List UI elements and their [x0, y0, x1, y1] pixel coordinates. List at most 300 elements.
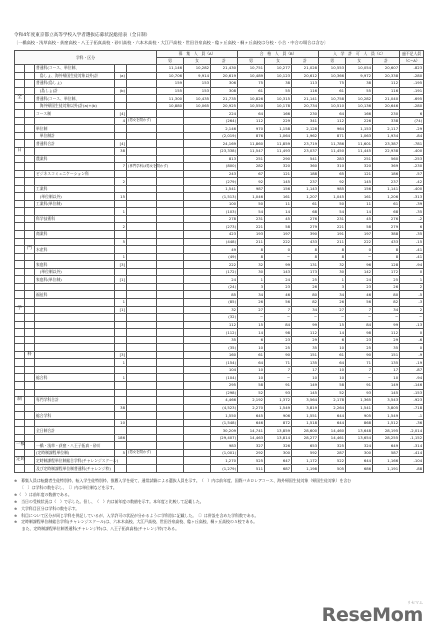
value-cell: (23,338) — [211, 148, 238, 156]
course-category-label — [15, 155, 25, 163]
value-cell: 26 — [319, 298, 346, 306]
row-note — [127, 246, 157, 254]
value-cell: 1,365 — [346, 397, 373, 405]
subject-label — [35, 381, 115, 389]
value-cell: 1,046 — [238, 193, 265, 201]
course-category-label — [15, 389, 25, 397]
course-category-label — [15, 110, 25, 118]
value-cell: 112 — [211, 321, 238, 329]
value-cell — [157, 223, 184, 231]
value-cell: 193 — [238, 231, 265, 239]
subject-category-label — [25, 87, 35, 95]
value-cell: 188 — [292, 170, 319, 178]
value-cell — [184, 155, 211, 163]
subject-category-label — [25, 253, 35, 261]
value-cell: 197 — [265, 231, 292, 239]
subject-category-label — [25, 397, 35, 405]
course-category-label — [15, 344, 25, 352]
value-cell: 45 — [265, 215, 292, 223]
school-count: 38 — [115, 404, 127, 412]
value-cell: 50 — [238, 200, 265, 208]
value-cell: 10,880 — [157, 102, 184, 110]
value-cell — [184, 336, 211, 344]
subject-label: 単位制計 — [35, 132, 115, 140]
row-note — [127, 80, 157, 88]
subject-category-label — [25, 208, 35, 216]
value-cell: 6 — [400, 110, 424, 118]
school-count: [3] — [115, 261, 127, 269]
school-count — [115, 65, 127, 73]
value-cell: (74) — [400, 117, 424, 125]
value-cell: 92 — [319, 178, 346, 186]
value-cell: 0 — [400, 268, 424, 276]
subject-category-label — [25, 464, 35, 472]
value-cell: -15 — [400, 238, 424, 246]
value-cell: 14 — [238, 329, 265, 337]
value-cell: 222 — [346, 238, 373, 246]
value-cell: 34 — [319, 291, 346, 299]
footnote-line: ※ 大学科目区分は学科の数を示す。 — [14, 505, 80, 511]
value-cell: 560 — [373, 155, 400, 163]
school-count: 1 — [115, 253, 127, 261]
value-cell: 1,934 — [373, 132, 400, 140]
value-cell: 34 — [373, 306, 400, 314]
subject-label — [35, 336, 115, 344]
document-subtitle: 〔一橋高校・浅草高校・荻窪高校・八王子拓真高校・砂川高校・六本木高校・大江戸高校・世田谷泉高校・稔ヶ丘高校・桐ヶ丘高校は分校・小合・中合の場合は含む〕 — [14, 40, 329, 45]
course-category-label — [15, 163, 25, 171]
subject-category-label — [25, 276, 35, 284]
value-cell: 388 — [373, 231, 400, 239]
course-category-label: 一橋 — [15, 442, 25, 450]
course-category-label — [15, 298, 25, 306]
value-cell: 161 — [346, 193, 373, 201]
table-row — [15, 276, 424, 284]
value-cell — [157, 366, 184, 374]
course-category-label — [15, 140, 25, 148]
row-note — [127, 404, 157, 412]
value-cell — [184, 397, 211, 405]
value-cell: 29 — [373, 336, 400, 344]
value-cell: -88 — [400, 464, 424, 472]
value-cell: 71 — [265, 359, 292, 367]
value-cell — [157, 298, 184, 306]
value-cell: 8 — [292, 246, 319, 254]
course-category-label — [15, 449, 25, 457]
table-row — [15, 389, 424, 397]
value-cell: -195 — [400, 80, 424, 88]
header-total: 計 — [373, 58, 400, 65]
subject-label: 全日制合計 — [35, 427, 115, 435]
value-cell: 3,543 — [373, 397, 400, 405]
school-count: [1] — [115, 276, 127, 284]
table-row — [15, 366, 424, 374]
value-cell: 121 — [265, 170, 292, 178]
subject-category-label — [25, 231, 35, 239]
subject-category-label — [25, 366, 35, 374]
value-cell: 2,264 — [319, 404, 346, 412]
value-cell: 13,648 — [346, 427, 373, 435]
value-cell: 23 — [346, 336, 373, 344]
row-note — [127, 374, 157, 382]
value-cell: 287 — [319, 449, 346, 457]
value-cell: -35 — [400, 208, 424, 216]
value-cell: 251 — [238, 155, 265, 163]
row-note — [127, 427, 157, 435]
value-cell: 49 — [211, 246, 238, 254]
row-note — [127, 464, 157, 472]
header-female: 女 — [346, 58, 373, 65]
table-row — [15, 231, 424, 239]
value-cell: 1,541 — [346, 404, 373, 412]
value-cell: 55 — [265, 87, 292, 95]
value-cell: 0 — [265, 246, 292, 254]
value-cell — [184, 231, 211, 239]
school-count: 2 — [115, 178, 127, 186]
subject-label: 及び定時制課程単位制普通科(チャレンジ枠) — [35, 464, 115, 472]
value-cell — [157, 404, 184, 412]
value-cell — [157, 389, 184, 397]
subject-label: 商業科 — [35, 231, 115, 239]
row-note — [127, 298, 157, 306]
value-cell: 871 — [319, 132, 346, 140]
value-cell: 17 — [373, 366, 400, 374]
value-cell: 0 — [400, 344, 424, 352]
subject-category-label — [25, 404, 35, 412]
header-category: 学科・区分 — [15, 51, 157, 65]
row-note — [127, 223, 157, 231]
value-cell: 116 — [373, 87, 400, 95]
resemom-logo: ReseMom — [321, 604, 423, 626]
value-cell: 54 — [238, 208, 265, 216]
value-cell: -153 — [400, 389, 424, 397]
value-cell: 38 — [346, 80, 373, 88]
table-row — [15, 359, 424, 367]
row-note — [127, 215, 157, 223]
value-cell: 173 — [292, 268, 319, 276]
value-cell: 11,300 — [157, 95, 184, 103]
header-diff: 過不足人員 — [400, 51, 424, 58]
value-cell: 75 — [238, 80, 265, 88]
row-note: (男女を問わず) — [127, 117, 157, 125]
course-category-label — [15, 193, 25, 201]
value-cell — [184, 419, 211, 427]
value-cell: 61 — [373, 200, 400, 208]
document-title: 令和4年度東京都立高等学校入学者選抜応募状況総括表（全日制） — [14, 33, 151, 38]
table-row — [15, 238, 424, 246]
value-cell: 4,466 — [211, 397, 238, 405]
value-cell: (800) — [211, 163, 238, 171]
row-note — [127, 102, 157, 110]
value-cell: 1,198 — [292, 464, 319, 472]
value-cell: 1,063 — [346, 132, 373, 140]
value-cell — [157, 185, 184, 193]
value-cell — [157, 336, 184, 344]
value-cell: 8 — [373, 246, 400, 254]
value-cell: − — [319, 314, 346, 322]
value-cell: 21,028 — [292, 65, 319, 73]
row-note — [127, 148, 157, 156]
value-cell: -230 — [400, 163, 424, 171]
table-row — [15, 434, 424, 442]
course-category-label — [15, 412, 25, 420]
subject-category-label — [25, 110, 35, 118]
value-cell — [157, 261, 184, 269]
header-boshu: 募 集 人 員（A） — [157, 51, 238, 58]
school-count — [115, 170, 127, 178]
value-cell: 645 — [238, 412, 265, 420]
value-cell: 45 — [346, 215, 373, 223]
footnote-line: ※ 募集人員は転勤者生徒特別枠、転入学生徒特別枠、推薦入学を経て、通常試験による選抜人員を示す。（ ）内は前年度、国際バカロレアコース、海外帰国生徒対象（帰国生徒対象）を含む — [14, 478, 352, 483]
course-category-label — [15, 223, 25, 231]
subject-label — [35, 148, 115, 156]
header-nyugaku: 入 学 許 可 人 員（C） — [319, 51, 400, 58]
table-row — [15, 449, 424, 457]
value-cell — [184, 434, 211, 442]
value-cell: 93 — [346, 389, 373, 397]
school-count: 5 — [115, 449, 127, 457]
course-category-label — [15, 253, 25, 261]
course-category-label — [15, 321, 25, 329]
row-note — [127, 87, 157, 95]
value-cell: 64 — [238, 359, 265, 367]
value-cell — [157, 238, 184, 246]
value-cell: 905 — [346, 412, 373, 420]
value-cell: 320 — [346, 163, 373, 171]
value-cell: (1,001) — [211, 449, 238, 457]
value-cell: 237 — [373, 178, 400, 186]
value-cell: 1,166 — [373, 457, 400, 465]
value-cell: 8 — [319, 253, 346, 261]
value-cell: − — [265, 374, 292, 382]
value-cell: 644 — [346, 457, 373, 465]
subject-label — [35, 178, 115, 186]
table-row — [15, 321, 424, 329]
value-cell: 64 — [319, 359, 346, 367]
value-cell — [184, 246, 211, 254]
subject-label: 科学技術科 — [35, 215, 115, 223]
value-cell: 25 — [373, 276, 400, 284]
value-cell: 90 — [265, 351, 292, 359]
value-cell: 61 — [319, 87, 346, 95]
header-male: 男 — [157, 58, 184, 65]
value-cell: 112 — [373, 329, 400, 337]
value-cell: 82 — [292, 298, 319, 306]
value-cell: 325 — [319, 442, 346, 450]
table-row — [15, 80, 424, 88]
value-cell: -87 — [400, 366, 424, 374]
value-cell — [157, 434, 184, 442]
value-cell: (1,548) — [211, 419, 238, 427]
value-cell: 226 — [346, 117, 373, 125]
school-count — [115, 200, 127, 208]
table-row — [15, 110, 424, 118]
value-cell: 8 — [319, 246, 346, 254]
subject-category-label — [25, 457, 35, 465]
row-note — [127, 412, 157, 420]
course-category-label — [15, 215, 25, 223]
value-cell — [184, 215, 211, 223]
value-cell: 20,734 — [292, 102, 319, 110]
value-cell: 8 — [238, 246, 265, 254]
value-cell: 813 — [211, 155, 238, 163]
value-cell: 172 — [373, 268, 400, 276]
value-cell: 64 — [319, 110, 346, 118]
course-category-label — [15, 261, 25, 269]
row-note — [127, 336, 157, 344]
subject-category-label — [25, 359, 35, 367]
row-note — [127, 434, 157, 442]
subject-label — [35, 238, 115, 246]
subject-label: (単位制以外) — [35, 268, 115, 276]
school-count — [115, 185, 127, 193]
value-cell: 592 — [292, 449, 319, 457]
header-diff-formula: （C−A） — [400, 58, 424, 65]
table-header — [15, 51, 424, 65]
value-cell: 10,758 — [319, 95, 346, 103]
value-cell: -94 — [400, 261, 424, 269]
subject-label: 家庭科 — [35, 261, 115, 269]
table-row — [15, 306, 424, 314]
row-note — [127, 457, 157, 465]
value-cell: 369 — [373, 163, 400, 171]
course-category-label: 学 — [15, 306, 25, 314]
value-cell — [184, 178, 211, 186]
value-cell: 145 — [292, 389, 319, 397]
value-cell: 30 — [319, 268, 346, 276]
subject-label — [35, 306, 115, 314]
value-cell: 161 — [265, 193, 292, 201]
value-cell: 56 — [265, 298, 292, 306]
value-cell: 211 — [238, 238, 265, 246]
subject-category-label — [25, 117, 35, 125]
table-row — [15, 246, 424, 254]
value-cell — [184, 381, 211, 389]
course-category-label — [15, 246, 25, 254]
value-cell: 1,549 — [373, 412, 400, 420]
value-cell: 2,128 — [292, 125, 319, 133]
value-cell: 151 — [373, 351, 400, 359]
value-cell: 20,612 — [292, 72, 319, 80]
value-cell: 10,550 — [238, 102, 265, 110]
subject-label: 島しょ、海外帰国生徒対象以外)計 — [35, 72, 115, 80]
value-cell: -414 — [400, 449, 424, 457]
value-cell: 1,153 — [346, 125, 373, 133]
table-row — [15, 253, 424, 261]
value-cell: 324 — [346, 442, 373, 450]
subject-label — [35, 329, 115, 337]
course-category-label — [15, 102, 25, 110]
value-cell: -313 — [400, 193, 424, 201]
value-cell: 511 — [238, 464, 265, 472]
value-cell — [184, 329, 211, 337]
value-cell: 64 — [238, 110, 265, 118]
header-male: 男 — [238, 58, 265, 65]
course-category-label — [15, 434, 25, 442]
value-cell: 91 — [346, 381, 373, 389]
value-cell: 1,512 — [373, 419, 400, 427]
value-cell: -400 — [400, 148, 424, 156]
value-cell: 11,859 — [265, 140, 292, 148]
footnote-line: ※（ ）は前年度の数値である。 — [14, 491, 72, 497]
value-cell: − — [346, 253, 373, 261]
subject-category-label: 門 — [25, 246, 35, 254]
value-cell: 326 — [265, 442, 292, 450]
value-cell — [184, 283, 211, 291]
value-cell: 300 — [346, 449, 373, 457]
subject-label: 水産科 — [35, 246, 115, 254]
value-cell: (112) — [211, 329, 238, 337]
subject-label: 一橋・浅草・荻窪・八王子拓真・砂川 — [35, 442, 115, 450]
value-cell: 23 — [265, 283, 292, 291]
value-cell: 1,962 — [292, 132, 319, 140]
value-cell: 2,270 — [238, 404, 265, 412]
table-row — [15, 427, 424, 435]
value-cell: 1,518 — [292, 419, 319, 427]
value-cell: 653 — [292, 442, 319, 450]
value-cell: 131 — [292, 261, 319, 269]
subject-label: (島しょ)計 — [35, 87, 115, 95]
subject-label — [35, 419, 115, 427]
table-row — [15, 457, 424, 465]
subject-label: 福祉科 — [35, 291, 115, 299]
row-note — [127, 231, 157, 239]
table-row — [15, 155, 424, 163]
value-cell — [184, 170, 211, 178]
value-cell: 28,600 — [292, 427, 319, 435]
value-cell: 1,191 — [373, 464, 400, 472]
value-cell — [157, 329, 184, 337]
value-cell: (35) — [211, 344, 238, 352]
value-cell: 279 — [292, 223, 319, 231]
subject-category-label: 科 — [25, 351, 35, 359]
value-cell: 1,541 — [211, 185, 238, 193]
value-cell — [184, 344, 211, 352]
value-cell: 145 — [265, 178, 292, 186]
value-cell: -400 — [400, 185, 424, 193]
value-cell: 423 — [211, 231, 238, 239]
footnote-line: ※ 科目について区分が同じ学科を併記しているが、入学許可の状況が分かるように学科別に記載した。〔〕は併設を含めた学科数である。 — [14, 512, 259, 518]
value-cell: 23 — [346, 283, 373, 291]
value-cell: -5 — [400, 291, 424, 299]
value-cell: 28,277 — [292, 434, 319, 442]
school-count: 5 — [115, 238, 127, 246]
header-total: 計 — [292, 58, 319, 65]
school-count — [115, 381, 127, 389]
value-cell: -280 — [400, 72, 424, 80]
subject-category-label — [25, 185, 35, 193]
value-cell — [157, 178, 184, 186]
value-cell: 10 — [319, 374, 346, 382]
value-cell: 300 — [265, 449, 292, 457]
course-category-label — [15, 404, 25, 412]
value-cell: 0 — [346, 246, 373, 254]
header-total: 計 — [211, 58, 238, 65]
value-cell: 1,550 — [211, 412, 238, 420]
value-cell: 872 — [265, 419, 292, 427]
value-cell: 10,178 — [265, 102, 292, 110]
subject-label — [35, 434, 115, 442]
value-cell: 229 — [265, 117, 292, 125]
value-cell: 221 — [319, 223, 346, 231]
value-cell — [184, 306, 211, 314]
value-cell: 327 — [238, 442, 265, 450]
value-cell: 1,141 — [373, 185, 400, 193]
value-cell: 91 — [265, 381, 292, 389]
value-cell: 11,547 — [238, 148, 265, 156]
course-category-label: 日 — [15, 148, 25, 156]
table-row — [15, 117, 424, 125]
value-cell: 7 — [346, 306, 373, 314]
